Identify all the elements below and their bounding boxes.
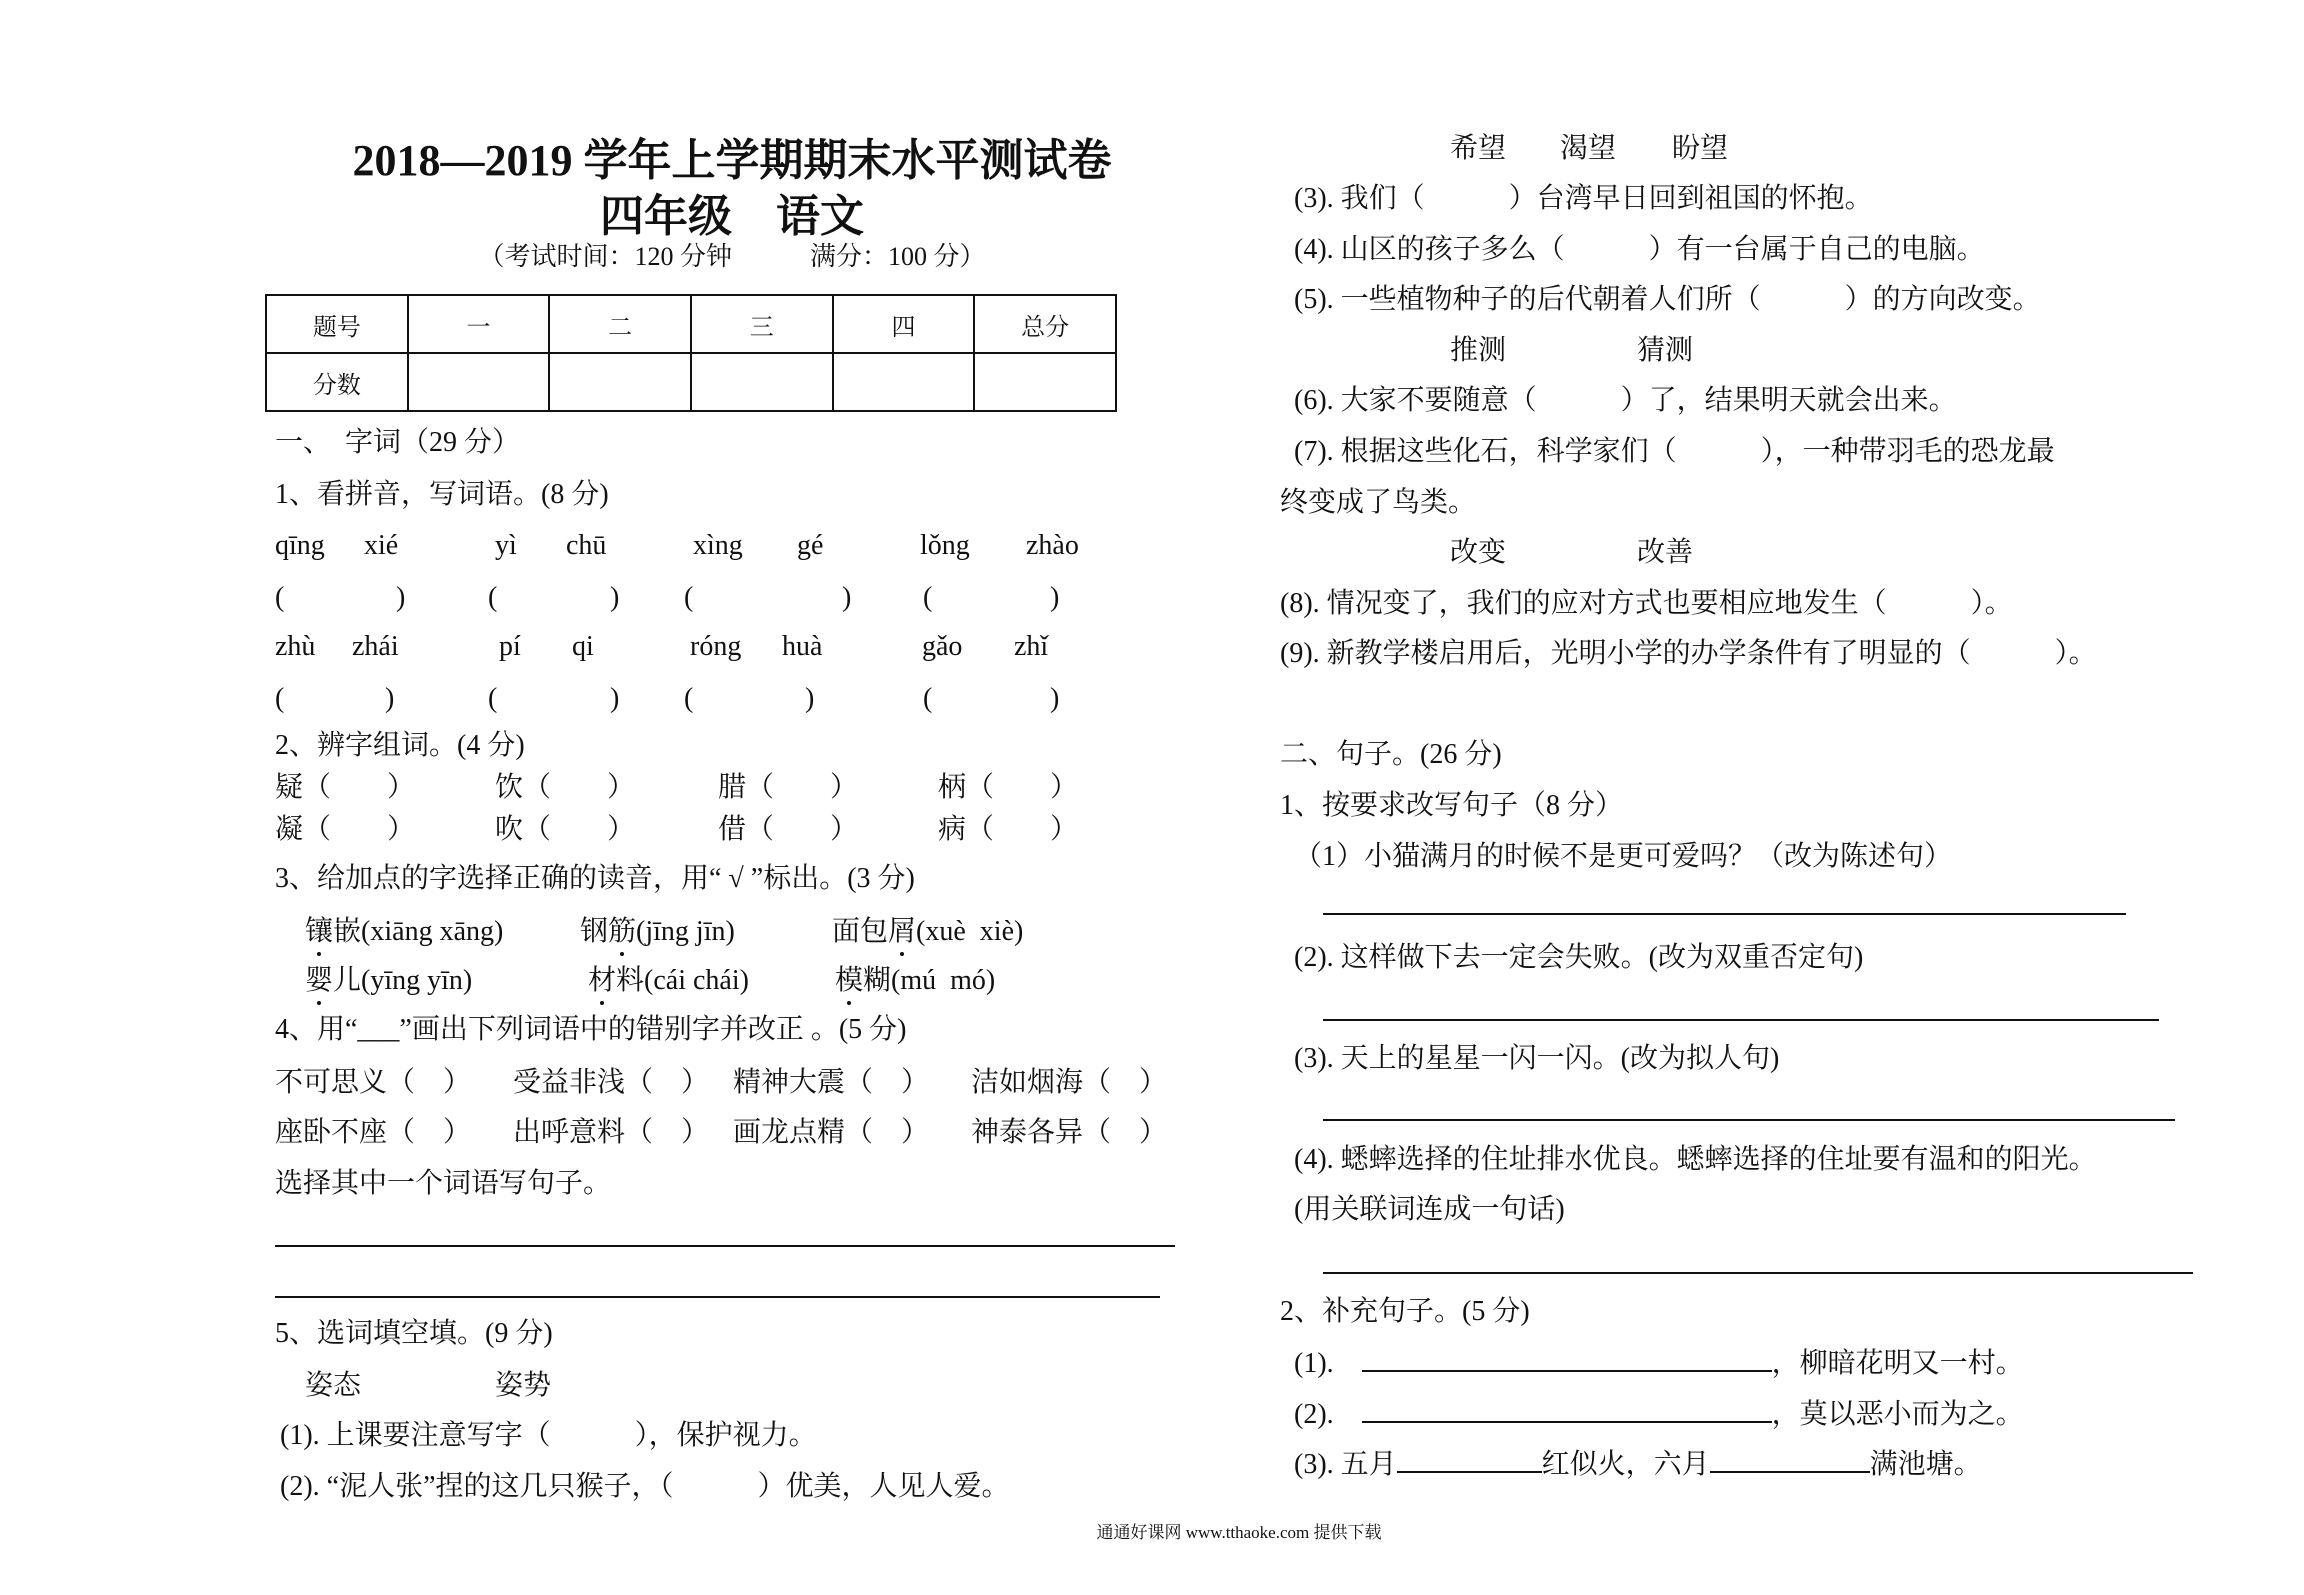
answer-blank[interactable] (1710, 1445, 1870, 1473)
idiom-item: 神泰各异（ ） (971, 1117, 1168, 1148)
complete-sentence-3 (1294, 1445, 1982, 1483)
s2-q2-heading: 2、补充句子。(5 分) (1280, 1296, 1530, 1327)
item-label: (1). (1294, 1348, 1334, 1379)
score-table (265, 294, 1117, 412)
rewrite-sentence: （1）小猫满月的时候不是更可爱吗？（改为陈述句） (1294, 841, 1953, 872)
score-cell[interactable] (549, 353, 691, 411)
word-part: 面包 (832, 916, 889, 947)
word-choice: 渴望 (1560, 133, 1617, 164)
idiom-item: 精神大震（ ） (733, 1067, 930, 1098)
dotted-char: 筋 (608, 914, 636, 950)
word-choice: 姿态 (305, 1370, 362, 1401)
pinyin-options: (mú mó) (891, 965, 996, 996)
pronunciation-item[interactable] (305, 914, 503, 950)
score-cell[interactable] (691, 353, 833, 411)
score-table-row (266, 353, 1116, 411)
sentence-text: ，柳暗花明又一村。 (1771, 1348, 2024, 1379)
score-table-header: 二 (549, 295, 691, 353)
char-item: 饮（ ） (495, 772, 636, 803)
pinyin-options: (yīng yīn) (361, 965, 473, 996)
q2-heading: 2、辨字组词。(4 分) (275, 730, 525, 761)
answer-blank-close: ) (1050, 683, 1060, 714)
exam-info: （考试时间：120 分钟 满分：100 分） (478, 242, 986, 271)
word-choice: 推测 (1450, 335, 1507, 366)
pronunciation-item[interactable] (588, 963, 749, 999)
score-cell[interactable] (408, 353, 550, 411)
answer-line[interactable] (1323, 913, 2126, 915)
word-part: 糊 (863, 965, 892, 996)
pinyin: pí (499, 631, 521, 662)
pronunciation-item[interactable] (580, 914, 735, 950)
answer-blank-close: ) (1050, 582, 1060, 613)
q5-heading: 5、选词填空填。(9 分) (275, 1318, 553, 1349)
dotted-char: 屑 (888, 914, 916, 950)
sentence-text: 红似火，六月 (1541, 1449, 1710, 1480)
pronunciation-item[interactable] (832, 914, 1023, 950)
exam-title: 2018—2019 学年上学期期末水平测试卷 (352, 136, 1112, 185)
complete-sentence-2 (1294, 1395, 2024, 1433)
pinyin: zhào (1026, 530, 1079, 561)
item-label: (2). (1294, 1399, 1334, 1430)
footer-source: 通通好课网 www.tthaoke.com 提供下载 (1096, 1523, 1382, 1542)
answer-blank-open[interactable]: ( (275, 582, 285, 613)
rewrite-sentence-cont: (用关联词连成一句话) (1294, 1194, 1565, 1225)
answer-blank[interactable] (1362, 1395, 1772, 1423)
word-choice: 希望 (1450, 133, 1507, 164)
score-table-header-row (266, 295, 1116, 353)
pinyin-options: (cái chái) (644, 965, 749, 996)
fill-sentence: (2). “泥人张”捏的这几只猴子，（ ）优美，人见人爱。 (280, 1471, 1010, 1502)
answer-blank-open[interactable]: ( (488, 582, 498, 613)
idiom-item: 出呼意料（ ） (513, 1117, 710, 1148)
idiom-item: 座卧不座（ ） (275, 1117, 472, 1148)
char-item: 吹（ ） (495, 814, 636, 845)
pronunciation-item[interactable] (305, 963, 472, 999)
section1-heading: 一、 字词（29 分） (275, 427, 521, 458)
rewrite-sentence: (3). 天上的星星一闪一闪。(改为拟人句) (1294, 1043, 1780, 1074)
answer-blank[interactable] (1397, 1445, 1542, 1473)
answer-blank-close: ) (842, 582, 852, 613)
pinyin: zhái (352, 631, 399, 662)
complete-sentence-1 (1294, 1344, 2024, 1382)
pinyin-options: (jīng jīn) (636, 916, 735, 947)
answer-blank-close: ) (385, 683, 395, 714)
fill-sentence: (5). 一些植物种子的后代朝着人们所（ ）的方向改变。 (1294, 284, 2041, 315)
dotted-char: 婴 (305, 963, 333, 999)
pinyin: gǎo (922, 631, 963, 662)
answer-blank-close: ) (805, 683, 815, 714)
word-choice: 姿势 (495, 1370, 552, 1401)
fill-sentence: (7). 根据这些化石，科学家们（ ），一种带羽毛的恐龙最 (1294, 436, 2055, 467)
pinyin: lǒng (920, 530, 970, 561)
word-part: 嵌 (333, 916, 362, 947)
answer-line[interactable] (275, 1245, 1175, 1247)
char-item: 病（ ） (938, 814, 1079, 845)
rewrite-sentence: (2). 这样做下去一定会失败。(改为双重否定句) (1294, 942, 1864, 973)
answer-blank[interactable] (1362, 1344, 1772, 1372)
pinyin-options: (xiāng xāng) (361, 916, 504, 947)
char-item: 借（ ） (718, 814, 859, 845)
sentence-text: 满池塘。 (1869, 1449, 1982, 1480)
answer-blank-open[interactable]: ( (684, 582, 694, 613)
q1-heading: 1、看拼音，写词语。(8 分) (275, 479, 609, 510)
idiom-item: 不可思义（ ） (275, 1067, 472, 1098)
fill-sentence: (4). 山区的孩子多么（ ）有一台属于自己的电脑。 (1294, 234, 1985, 265)
char-item: 柄（ ） (938, 772, 1079, 803)
idiom-item: 画龙点精（ ） (733, 1117, 930, 1148)
fill-sentence: (6). 大家不要随意（ ）了，结果明天就会出来。 (1294, 385, 1957, 416)
char-item: 腊（ ） (718, 772, 859, 803)
score-table-header: 一 (408, 295, 550, 353)
word-part: 钢 (580, 916, 609, 947)
word-choice: 盼望 (1672, 133, 1729, 164)
answer-blank-close: ) (396, 582, 406, 613)
dotted-char: 模 (835, 963, 863, 999)
pinyin: qi (572, 631, 594, 662)
q3-heading: 3、给加点的字选择正确的读音，用“ √ ”标出。(3 分) (275, 863, 915, 894)
pinyin: huà (782, 631, 823, 662)
idiom-item: 受益非浅（ ） (513, 1067, 710, 1098)
pinyin: zhǐ (1014, 631, 1049, 662)
s2-q1-heading: 1、按要求改写句子（8 分） (1280, 790, 1624, 821)
fill-sentence: (8). 情况变了，我们的应对方式也要相应地发生（ ）。 (1280, 588, 2013, 619)
fill-sentence-cont: 终变成了鸟类。 (1280, 487, 1477, 518)
pinyin: chū (566, 530, 607, 561)
q4-instruction: 选择其中一个词语写句子。 (275, 1168, 612, 1199)
exam-subtitle: 四年级 语文 (600, 192, 864, 241)
score-cell[interactable] (833, 353, 975, 411)
answer-line[interactable] (1323, 1272, 2193, 1274)
fill-sentence: (9). 新教学楼启用后，光明小学的办学条件有了明显的（ ）。 (1280, 638, 2097, 669)
answer-blank-open[interactable]: ( (275, 683, 285, 714)
pinyin: yì (495, 530, 517, 561)
score-row-label: 分数 (266, 353, 408, 411)
fill-sentence: (3). 我们（ ）台湾早日回到祖国的怀抱。 (1294, 183, 1873, 214)
char-item: 疑（ ） (275, 772, 416, 803)
word-part: 料 (616, 965, 645, 996)
char-item: 凝（ ） (275, 814, 416, 845)
dotted-char: 材 (588, 963, 616, 999)
rewrite-sentence: (4). 蟋蟀选择的住址排水优良。蟋蟀选择的住址要有温和的阳光。 (1294, 1144, 2097, 1175)
q4-heading: 4、用“___”画出下列词语中的错别字并改正 。(5 分) (275, 1014, 907, 1045)
sentence-text: ，莫以恶小而为之。 (1771, 1399, 2024, 1430)
fill-sentence: (1). 上课要注意写字（ ），保护视力。 (280, 1420, 817, 1451)
sentence-text: (3). 五月 (1294, 1449, 1397, 1480)
word-choice: 改善 (1637, 537, 1694, 568)
answer-line[interactable] (275, 1296, 1160, 1298)
section2-heading: 二、句子。(26 分) (1280, 739, 1502, 770)
word-part: 儿 (333, 965, 362, 996)
dotted-char: 镶 (305, 914, 333, 950)
word-choice: 猜测 (1637, 335, 1694, 366)
idiom-item: 洁如烟海（ ） (971, 1067, 1168, 1098)
answer-blank-open[interactable]: ( (488, 683, 498, 714)
answer-blank-open[interactable]: ( (923, 582, 933, 613)
word-choice: 改变 (1450, 537, 1507, 568)
score-table-header: 总分 (974, 295, 1116, 353)
score-cell[interactable] (974, 353, 1116, 411)
pinyin: gé (797, 530, 824, 561)
pinyin: róng (690, 631, 742, 662)
pinyin: zhù (275, 631, 316, 662)
score-table-header: 三 (691, 295, 833, 353)
pronunciation-item[interactable] (835, 963, 995, 999)
answer-line[interactable] (1323, 1119, 2175, 1121)
pinyin: xié (364, 530, 399, 561)
answer-blank-close: ) (610, 582, 620, 613)
score-table-header: 四 (833, 295, 975, 353)
answer-blank-open[interactable]: ( (923, 683, 933, 714)
answer-line[interactable] (1323, 1019, 2159, 1021)
pinyin-options: (xuè xiè) (916, 916, 1024, 947)
answer-blank-open[interactable]: ( (684, 683, 694, 714)
answer-blank-close: ) (610, 683, 620, 714)
pinyin: xìng (693, 530, 743, 561)
score-table-header: 题号 (266, 295, 408, 353)
pinyin: qīng (275, 530, 325, 561)
